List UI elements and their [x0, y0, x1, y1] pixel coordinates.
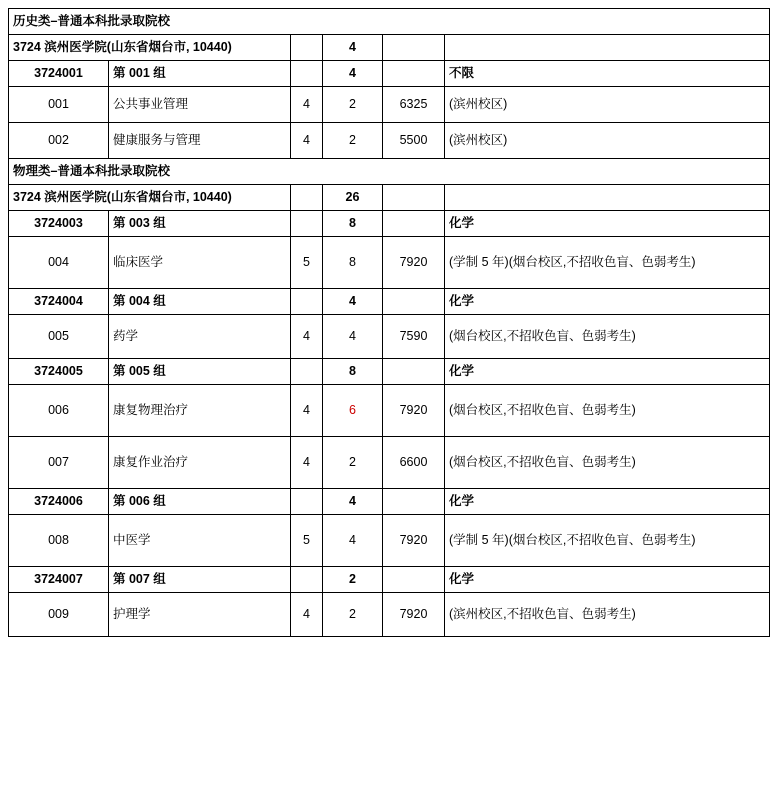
group-plan-count: 4 [323, 61, 383, 87]
major-note: (滨州校区,不招收色盲、色弱考生) [445, 593, 770, 637]
major-note: (滨州校区) [445, 87, 770, 123]
major-name: 健康服务与管理 [109, 123, 291, 159]
school-name: 3724 滨州医学院(山东省烟台市, 10440) [9, 35, 291, 61]
group-name: 第 003 组 [109, 211, 291, 237]
group-name: 第 004 组 [109, 289, 291, 315]
group-fee-cell [383, 359, 445, 385]
school-fee-cell [383, 35, 445, 61]
major-study-years: 4 [291, 123, 323, 159]
group-subject-requirement: 化学 [445, 211, 770, 237]
group-subject-requirement: 化学 [445, 567, 770, 593]
school-blank-cell [291, 35, 323, 61]
major-code: 007 [9, 437, 109, 489]
group-fee-cell [383, 489, 445, 515]
school-total-plan: 26 [323, 185, 383, 211]
school-note-cell [445, 35, 770, 61]
group-code: 3724004 [9, 289, 109, 315]
major-code: 008 [9, 515, 109, 567]
major-tuition-fee: 7920 [383, 237, 445, 289]
table-body [9, 9, 770, 637]
admission-plan-table [8, 8, 770, 637]
major-study-years: 4 [291, 87, 323, 123]
major-code: 001 [9, 87, 109, 123]
major-note: (烟台校区,不招收色盲、色弱考生) [445, 437, 770, 489]
major-tuition-fee: 6325 [383, 87, 445, 123]
group-code: 3724006 [9, 489, 109, 515]
section-header-row [9, 9, 770, 35]
major-row [9, 123, 770, 159]
group-fee-cell [383, 289, 445, 315]
major-row [9, 593, 770, 637]
major-row [9, 515, 770, 567]
group-row [9, 359, 770, 385]
group-years-cell [291, 289, 323, 315]
major-row [9, 385, 770, 437]
group-name: 第 005 组 [109, 359, 291, 385]
major-name: 临床医学 [109, 237, 291, 289]
major-row [9, 315, 770, 359]
group-name: 第 006 组 [109, 489, 291, 515]
major-study-years: 5 [291, 515, 323, 567]
group-code: 3724003 [9, 211, 109, 237]
group-years-cell [291, 489, 323, 515]
major-study-years: 4 [291, 315, 323, 359]
group-subject-requirement: 化学 [445, 489, 770, 515]
section-header-row [9, 159, 770, 185]
major-plan-count: 4 [323, 515, 383, 567]
major-code: 006 [9, 385, 109, 437]
group-code: 3724005 [9, 359, 109, 385]
major-tuition-fee: 7920 [383, 593, 445, 637]
school-fee-cell [383, 185, 445, 211]
school-row [9, 35, 770, 61]
group-fee-cell [383, 211, 445, 237]
group-row [9, 211, 770, 237]
school-note-cell [445, 185, 770, 211]
major-note: (学制 5 年)(烟台校区,不招收色盲、色弱考生) [445, 237, 770, 289]
group-years-cell [291, 567, 323, 593]
major-tuition-fee: 7920 [383, 385, 445, 437]
major-name: 康复物理治疗 [109, 385, 291, 437]
group-plan-count: 8 [323, 359, 383, 385]
major-tuition-fee: 5500 [383, 123, 445, 159]
group-subject-requirement: 化学 [445, 289, 770, 315]
major-name: 药学 [109, 315, 291, 359]
major-plan-count: 2 [323, 593, 383, 637]
group-subject-requirement: 化学 [445, 359, 770, 385]
major-tuition-fee: 7920 [383, 515, 445, 567]
major-row [9, 437, 770, 489]
major-study-years: 4 [291, 437, 323, 489]
group-plan-count: 4 [323, 489, 383, 515]
major-plan-count: 6 [323, 385, 383, 437]
major-note: (烟台校区,不招收色盲、色弱考生) [445, 385, 770, 437]
major-plan-count: 2 [323, 87, 383, 123]
major-note: (学制 5 年)(烟台校区,不招收色盲、色弱考生) [445, 515, 770, 567]
group-fee-cell [383, 61, 445, 87]
group-code: 3724001 [9, 61, 109, 87]
major-name: 公共事业管理 [109, 87, 291, 123]
school-blank-cell [291, 185, 323, 211]
group-years-cell [291, 211, 323, 237]
group-row [9, 61, 770, 87]
major-code: 009 [9, 593, 109, 637]
group-plan-count: 8 [323, 211, 383, 237]
group-name: 第 001 组 [109, 61, 291, 87]
major-code: 002 [9, 123, 109, 159]
major-plan-count: 8 [323, 237, 383, 289]
major-study-years: 5 [291, 237, 323, 289]
major-note: (烟台校区,不招收色盲、色弱考生) [445, 315, 770, 359]
group-row [9, 289, 770, 315]
section-title: 历史类–普通本科批录取院校 [9, 9, 770, 35]
group-plan-count: 4 [323, 289, 383, 315]
group-row [9, 567, 770, 593]
major-study-years: 4 [291, 593, 323, 637]
major-row [9, 87, 770, 123]
group-name: 第 007 组 [109, 567, 291, 593]
major-name: 中医学 [109, 515, 291, 567]
major-plan-count: 2 [323, 123, 383, 159]
major-tuition-fee: 6600 [383, 437, 445, 489]
school-row [9, 185, 770, 211]
school-name: 3724 滨州医学院(山东省烟台市, 10440) [9, 185, 291, 211]
group-years-cell [291, 359, 323, 385]
major-code: 005 [9, 315, 109, 359]
major-name: 康复作业治疗 [109, 437, 291, 489]
major-plan-count: 4 [323, 315, 383, 359]
group-plan-count: 2 [323, 567, 383, 593]
major-note: (滨州校区) [445, 123, 770, 159]
major-code: 004 [9, 237, 109, 289]
group-fee-cell [383, 567, 445, 593]
major-row [9, 237, 770, 289]
major-tuition-fee: 7590 [383, 315, 445, 359]
group-subject-requirement: 不限 [445, 61, 770, 87]
major-plan-count: 2 [323, 437, 383, 489]
group-code: 3724007 [9, 567, 109, 593]
school-total-plan: 4 [323, 35, 383, 61]
group-years-cell [291, 61, 323, 87]
group-row [9, 489, 770, 515]
major-name: 护理学 [109, 593, 291, 637]
section-title: 物理类–普通本科批录取院校 [9, 159, 770, 185]
major-study-years: 4 [291, 385, 323, 437]
